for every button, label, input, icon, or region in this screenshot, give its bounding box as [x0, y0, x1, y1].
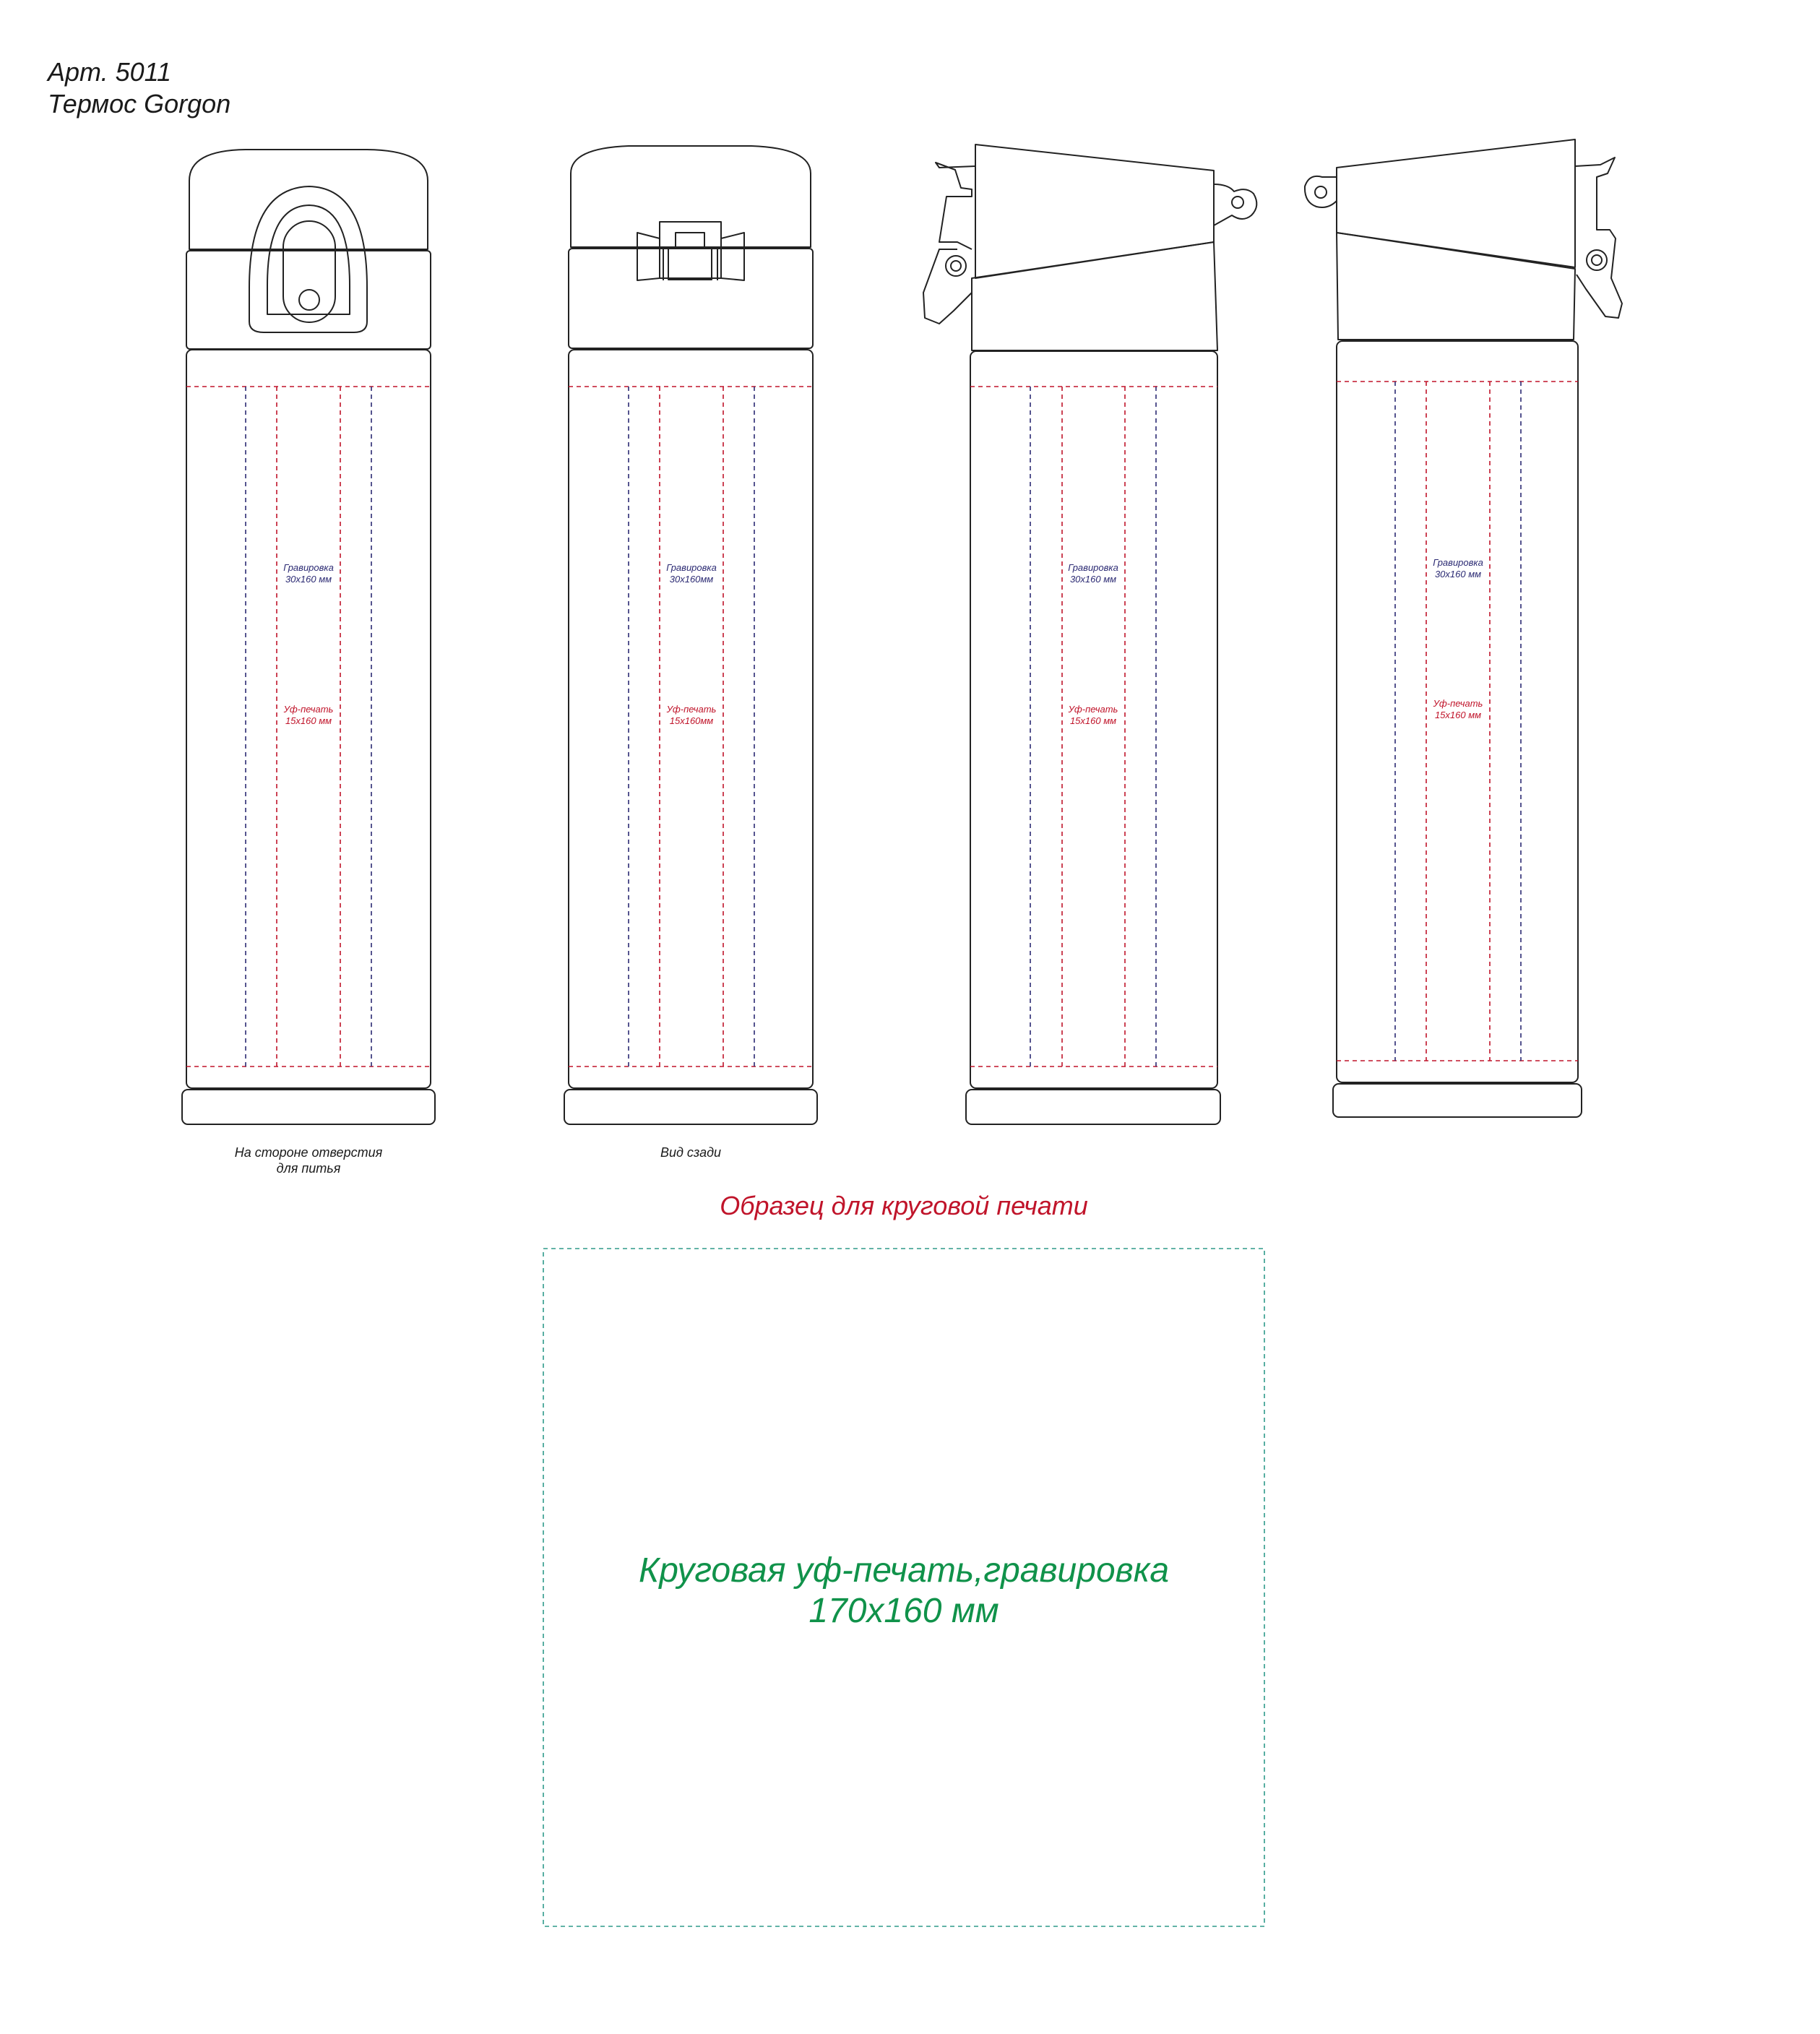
lid-top-open — [975, 145, 1214, 278]
lid-collar — [972, 242, 1217, 350]
print-zones-side-right — [1337, 382, 1578, 1061]
lid-collar — [569, 249, 813, 348]
thermos-view-side-right — [1305, 139, 1622, 1117]
thermos-view-rear — [564, 146, 817, 1124]
engraving-size: 30x160мм — [669, 574, 714, 585]
lid-collar — [1337, 233, 1575, 340]
engraving-label: Гравировка — [666, 562, 717, 573]
engraving-size: 30x160 мм — [285, 574, 332, 585]
product-name: Термос Gorgon — [48, 89, 231, 118]
uv-print-size: 15x160 мм — [285, 715, 332, 726]
uv-print-size: 15x160мм — [669, 715, 714, 726]
uv-print-label: Уф-печать — [1433, 698, 1483, 709]
thermos-view-side-left — [923, 145, 1256, 1124]
engraving-size: 30x160 мм — [1069, 574, 1117, 585]
uv-print-label: Уф-печать — [1068, 704, 1118, 715]
bottle-base — [564, 1090, 817, 1124]
tab-ring-icon — [1214, 184, 1256, 225]
wrap-print-label: Круговая уф-печать,гравировка — [638, 1551, 1170, 1590]
bottle-base — [966, 1090, 1220, 1124]
bottle-base — [1333, 1084, 1582, 1117]
engraving-label: Гравировка — [1433, 557, 1483, 568]
thermos-view-front — [182, 150, 435, 1124]
wrap-print-size: 170x160 мм — [808, 1592, 999, 1630]
uv-print-size: 15x160 мм — [1069, 715, 1117, 726]
wrap-sample-title: Образец для круговой печати — [720, 1191, 1088, 1220]
uv-print-label: Уф-печать — [666, 704, 717, 715]
caption-rear-view: Вид сзади — [660, 1145, 722, 1160]
tab-ring-icon — [1305, 176, 1337, 207]
article-number: Арт. 5011 — [48, 57, 172, 87]
caption-front-view: На стороне отверстия для питья — [234, 1145, 383, 1176]
lid-collar — [186, 251, 431, 349]
engraving-size: 30x160 мм — [1434, 569, 1482, 579]
latch-clip-icon — [923, 163, 975, 324]
engraving-label: Гравировка — [283, 562, 334, 573]
latch-clip-icon — [1575, 158, 1622, 318]
uv-print-label: Уф-печать — [283, 704, 334, 715]
engraving-label: Гравировка — [1068, 562, 1118, 573]
hinge-icon — [637, 222, 744, 280]
lid-top — [189, 150, 428, 249]
lid-top-open — [1337, 139, 1575, 267]
bottle-base — [182, 1090, 435, 1124]
uv-print-size: 15x160 мм — [1434, 710, 1482, 720]
